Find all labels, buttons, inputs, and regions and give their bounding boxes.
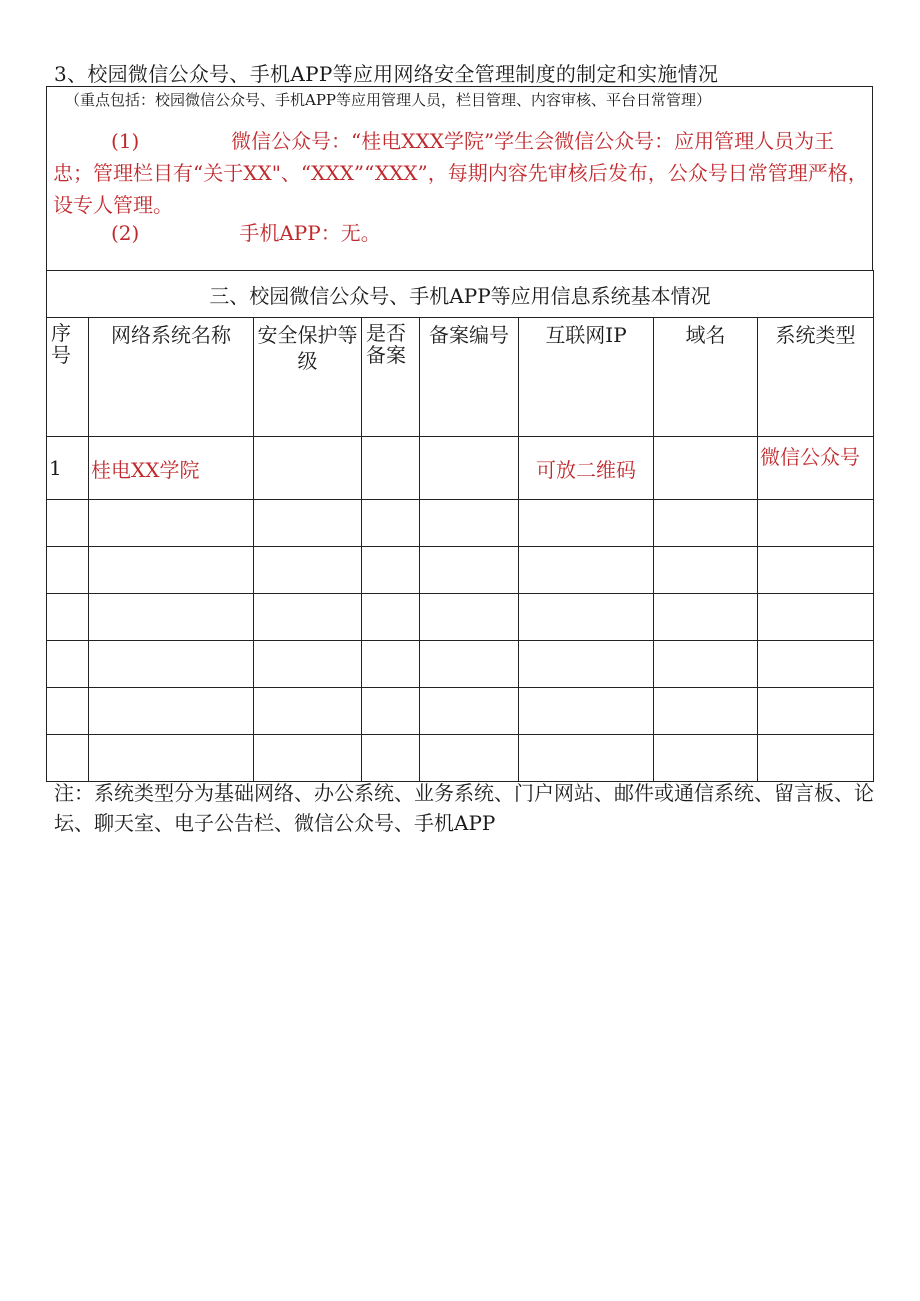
table-cell [47,500,89,547]
table-cell [362,735,420,782]
table-cell: 可放二维码 [519,437,654,500]
table-cell [420,500,519,547]
table-cell [654,547,758,594]
table-row [47,547,874,594]
table-cell [519,547,654,594]
item-wechat-number: (1) [111,129,140,153]
table-cell [654,594,758,641]
table-cell [654,688,758,735]
table-cell [519,735,654,782]
table-cell [47,735,89,782]
table-cell [362,500,420,547]
box-note: （重点包括：校园微信公众号、手机APP等应用管理人员，栏目管理、内容审核、平台日常管理） [65,91,712,109]
table-cell [47,688,89,735]
table-row [47,641,874,688]
table-cell [89,547,254,594]
table-cell [254,735,362,782]
table-cell [254,547,362,594]
table-cell [758,735,874,782]
table-cell [519,688,654,735]
item-app-number: (2) [111,221,140,245]
header-system-name: 网络系统名称 [89,318,254,437]
table-cell [362,688,420,735]
table-cell [654,437,758,500]
table-cell [254,641,362,688]
header-system-type: 系统类型 [758,318,874,437]
item-wechat-text: 微信公众号：“桂电XXX学院”学生会微信公众号：应用管理人员为王忠；管理栏目有“关于XX"、“XXX”“XXX”，每期内容先审核后发布，公众号日常管理严格，设专人管理。 [53,129,868,217]
table-cell: 1 [47,437,89,500]
header-seq: 序号 [47,318,89,437]
table-cell [362,547,420,594]
table-cell [519,641,654,688]
table-cell [254,688,362,735]
item-wechat [47,125,872,221]
table-cell [420,641,519,688]
table-cell [254,437,362,500]
table-cell [89,688,254,735]
header-registered: 是否备案 [362,318,420,437]
item-app-text: 手机APP：无。 [239,221,381,245]
table-row [47,735,874,782]
table-cell [47,641,89,688]
header-record-number: 备案编号 [420,318,519,437]
system-info-table [46,270,874,782]
table-cell [362,594,420,641]
table-cell [362,641,420,688]
table-cell [254,594,362,641]
header-internet-ip: 互联网IP [519,318,654,437]
table-cell [519,594,654,641]
table-row [47,594,874,641]
table-cell [758,688,874,735]
item-app [111,217,381,246]
table-cell [654,500,758,547]
table-cell [89,594,254,641]
table-cell [47,594,89,641]
table-cell [654,641,758,688]
table-cell [420,547,519,594]
table-cell [89,735,254,782]
table-cell: 微信公众号 [758,437,874,500]
table-cell [362,437,420,500]
table-header-row [47,318,874,437]
footnote: 注：系统类型分为基础网络、办公系统、业务系统、门户网站、邮件或通信系统、留言板、论坛、聊天室、电子公告栏、微信公众号、手机APP [54,781,874,835]
table-cell [47,547,89,594]
management-info-box [46,86,873,270]
table-cell: 桂电XX学院 [89,437,254,500]
table-cell [89,500,254,547]
table-cell [654,735,758,782]
table-cell [758,547,874,594]
table-cell [519,500,654,547]
table-cell [420,688,519,735]
header-domain: 域名 [654,318,758,437]
header-protection-level: 安全保护等级 [254,318,362,437]
table-cell [420,594,519,641]
table-cell [254,500,362,547]
table-cell [420,735,519,782]
table-cell [758,500,874,547]
table-cell [758,641,874,688]
table-cell [89,641,254,688]
table-title: 三、校园微信公众号、手机APP等应用信息系统基本情况 [47,271,874,318]
table-cell [420,437,519,500]
section-heading: 3、校园微信公众号、手机APP等应用网络安全管理制度的制定和实施情况 [54,62,719,86]
table-row [47,688,874,735]
table-row [47,437,874,500]
table-row [47,500,874,547]
table-cell [758,594,874,641]
